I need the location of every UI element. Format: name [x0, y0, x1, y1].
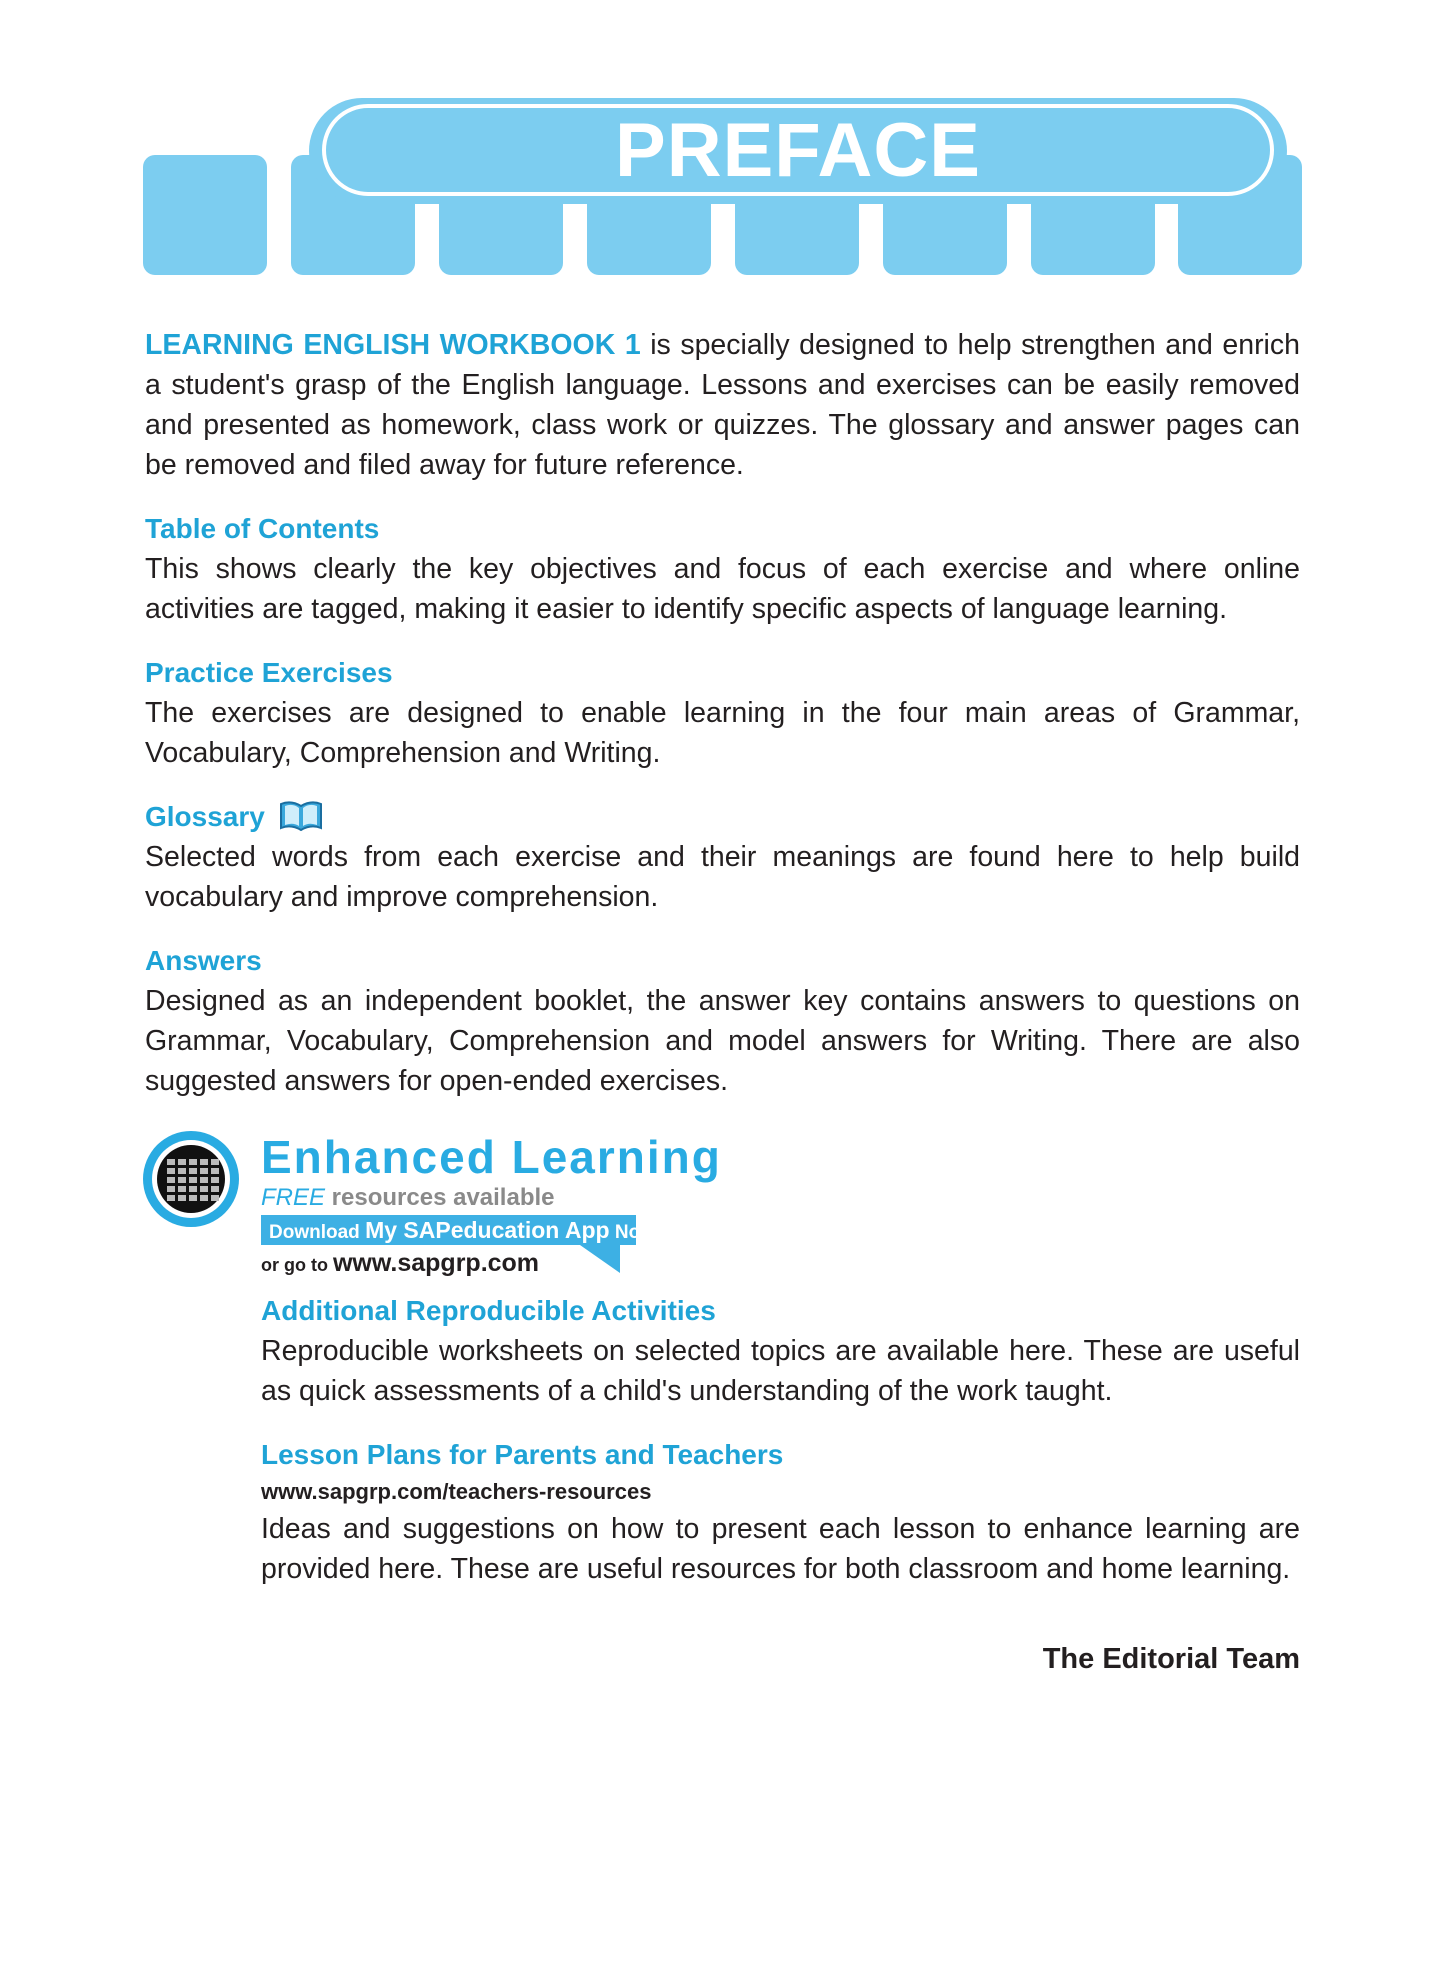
section-heading: Table of Contents [145, 513, 380, 544]
section-text: Ideas and suggestions on how to present each lesson to enhance learning are provided here. These are useful resources for both classroom and home learning. [261, 1513, 1300, 1585]
section-heading: Practice Exercises [145, 657, 393, 688]
enhanced-learning-title: Enhanced Learning [261, 1131, 722, 1183]
teachers-resources-link[interactable]: www.sapgrp.com/teachers-resources [261, 1479, 652, 1504]
preface-content [145, 325, 1300, 1679]
section-heading: Lesson Plans for Parents and Teachers [261, 1439, 784, 1470]
speech-tail [580, 1245, 620, 1273]
section-text: This shows clearly the key objectives and focus of each exercise and where online activities are tagged, making it easier to identify specific aspects of language learning. [145, 553, 1300, 625]
section-text: Selected words from each exercise and their meanings are found here to help build vocabulary and improve comprehension. [145, 841, 1300, 913]
section-heading: Glossary [145, 801, 265, 832]
site-link[interactable]: www.sapgrp.com [332, 1249, 540, 1277]
signature: The Editorial Team [1042, 1643, 1300, 1675]
download-pre: Download [269, 1222, 366, 1243]
section-heading-glossary [145, 797, 1300, 837]
section-text: Designed as an independent booklet, the answer key contains answers to questions on Grammar, Vocabulary, Comprehension and model answers for Writing. There are also suggested answers for open-ended exercises. [145, 985, 1300, 1097]
qr-grid-icon [157, 1145, 225, 1213]
section-text: The exercises are designed to enable learning in the four main areas of Grammar, Vocabulary, Comprehension and Writing. [145, 697, 1300, 769]
free-resources [261, 1183, 1300, 1213]
page-title: PREFACE [615, 108, 981, 193]
section-heading: Additional Reproducible Activities [261, 1295, 716, 1326]
free-rest: resources available [325, 1184, 555, 1211]
enhanced-learning-badge [145, 1131, 1300, 1281]
intro-paragraph [145, 325, 1300, 485]
or-go-to: or go to [261, 1255, 333, 1275]
intro-text: is specially designed to help strengthen and enrich a student's grasp of the English language. Lessons and exercises can be easily removed and presented as homework, class work or quizzes. The glossary and answer pages can be removed and filed away for future reference. [145, 329, 1300, 481]
download-app-banner[interactable] [261, 1215, 662, 1245]
download-app-wrapper [261, 1215, 662, 1247]
open-book-icon [279, 798, 323, 832]
section-text: Reproducible worksheets on selected topics are available here. These are useful as quick assessments of a child's understanding of the work taught. [261, 1335, 1300, 1407]
banner-block [143, 155, 267, 275]
section-heading: Answers [145, 945, 262, 976]
site-link-line [261, 1247, 1300, 1281]
download-post: Now! [609, 1222, 662, 1243]
free-label: FREE [261, 1184, 326, 1211]
app-name: My SAPeducation App [365, 1217, 610, 1243]
book-title: LEARNING ENGLISH WORKBOOK 1 [145, 329, 641, 361]
